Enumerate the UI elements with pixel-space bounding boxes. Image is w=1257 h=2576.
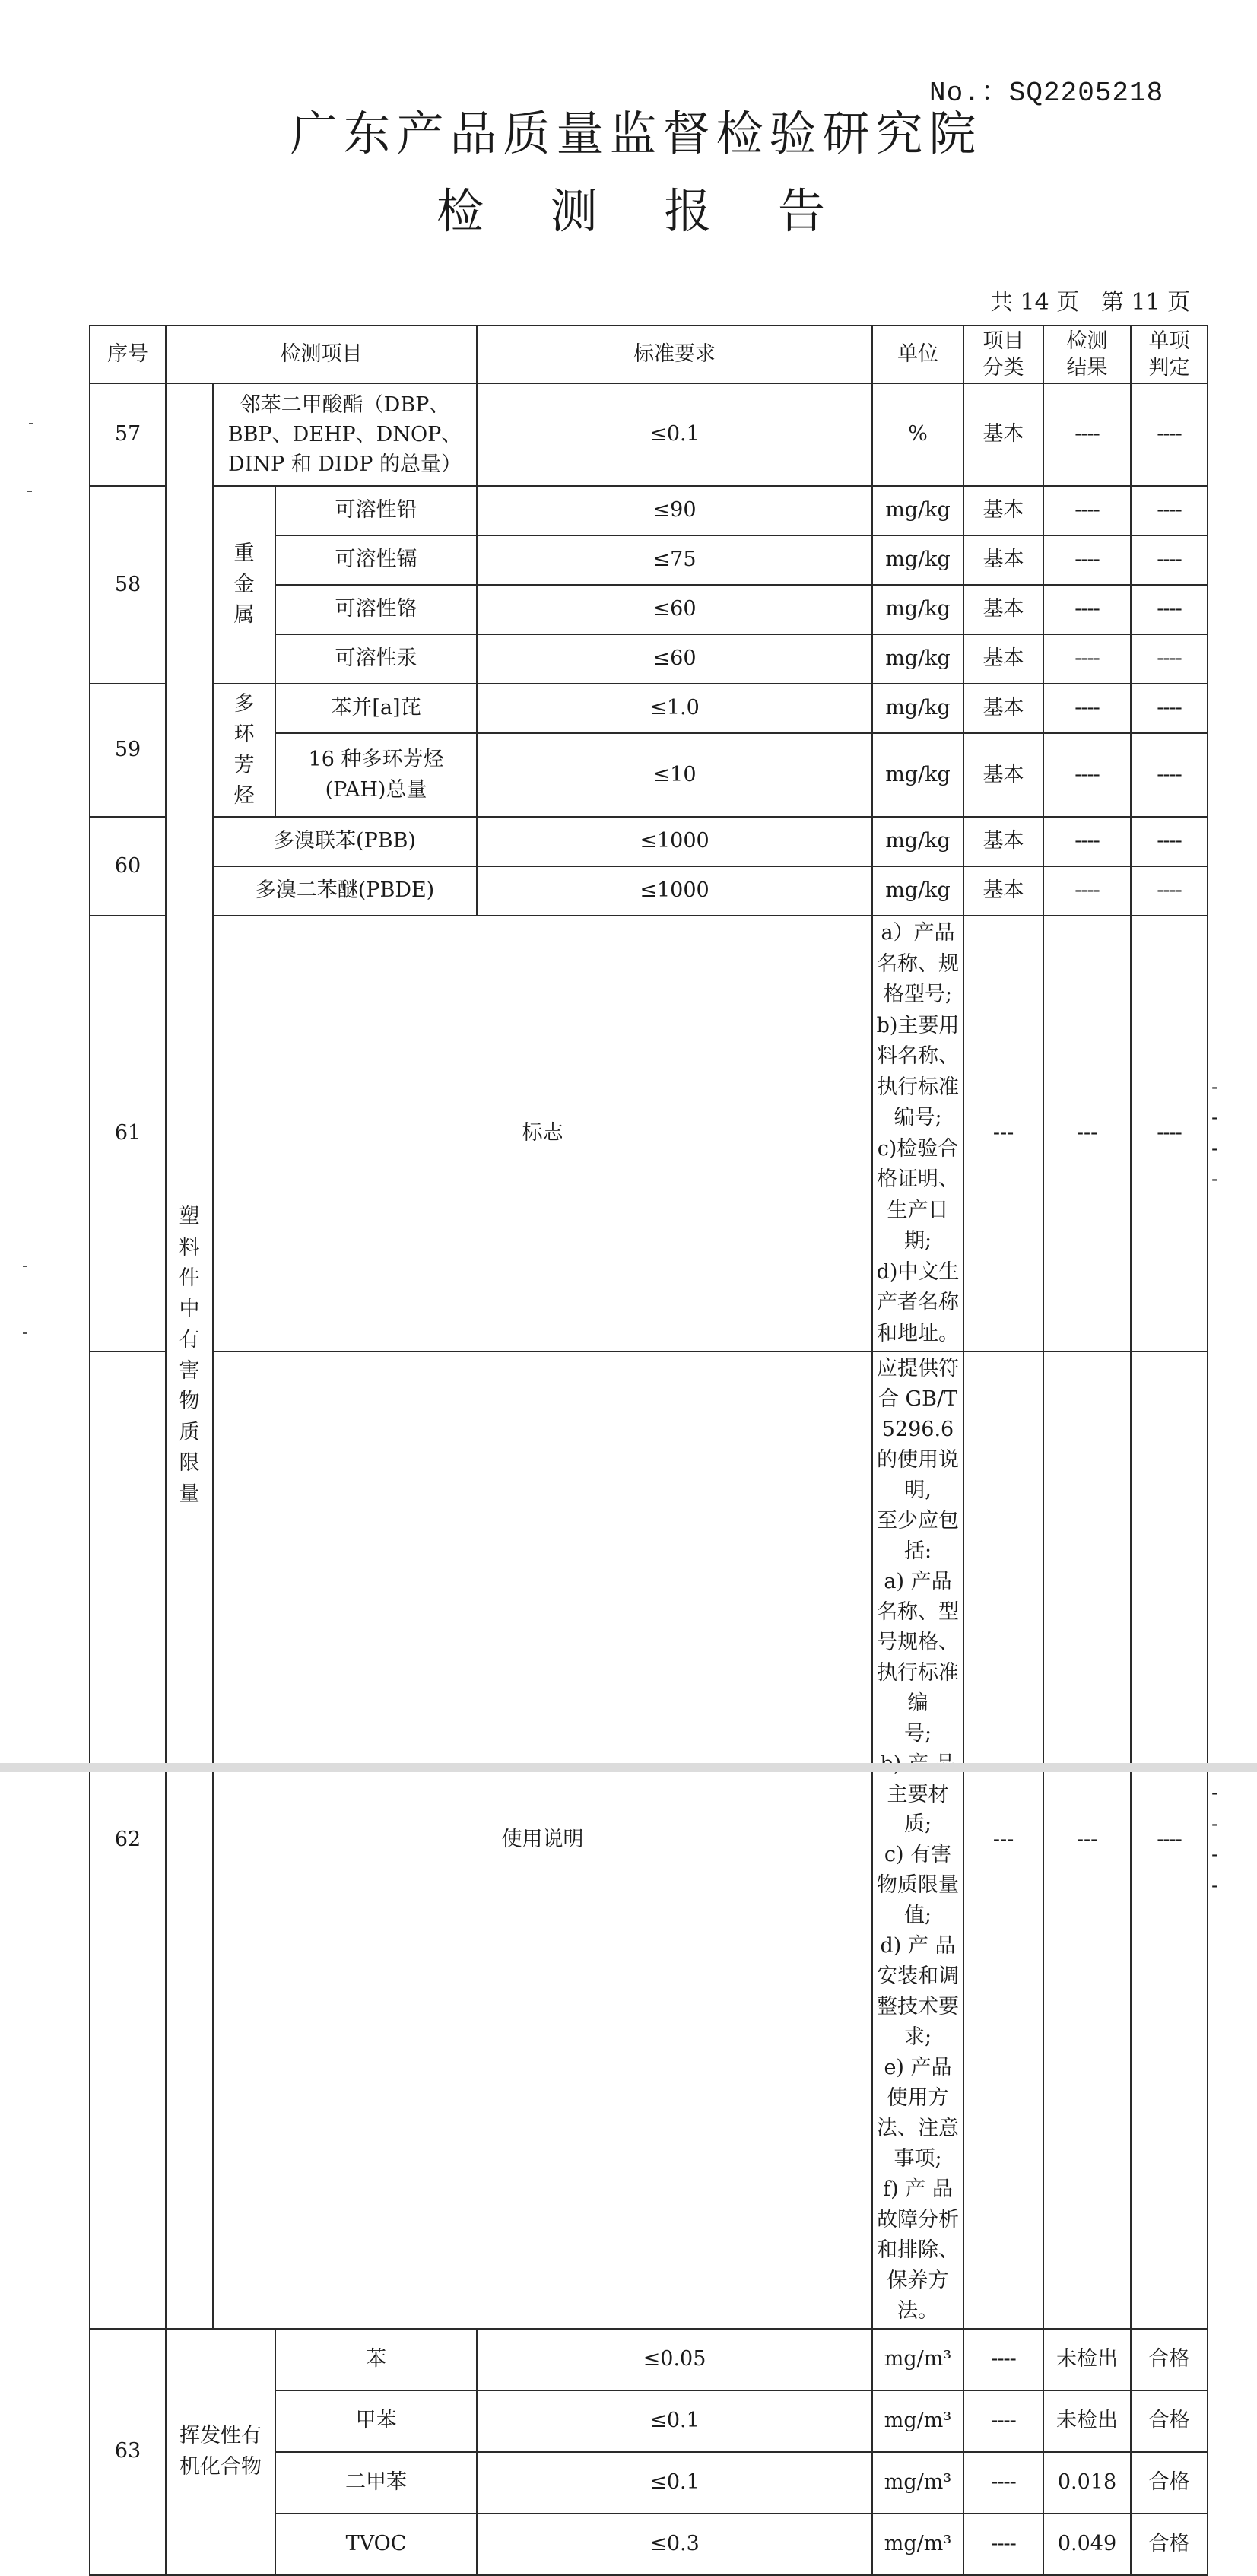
item-cell: 标志 bbox=[213, 916, 872, 1352]
category-cell: 基本 bbox=[963, 486, 1043, 535]
seq-cell: 62 bbox=[90, 1352, 166, 2329]
standard-cell: ≤1000 bbox=[477, 817, 872, 866]
verdict-cell: ---- bbox=[1131, 585, 1208, 634]
header-standard: 标准要求 bbox=[477, 326, 872, 383]
table-row bbox=[90, 2329, 1208, 2390]
institute-name: 广东产品质量监督检验研究院 bbox=[290, 106, 982, 161]
scan-edge bbox=[0, 1763, 1257, 1772]
header-verdict: 单项 判定 bbox=[1131, 326, 1208, 383]
verdict-cell: ---- bbox=[1131, 817, 1208, 866]
seq-cell: 57 bbox=[90, 383, 166, 486]
standard-cell: ≤75 bbox=[477, 535, 872, 585]
standard-cell: ≤90 bbox=[477, 486, 872, 535]
header-unit: 单位 bbox=[872, 326, 963, 383]
table-row bbox=[90, 383, 1208, 486]
result-cell: ---- bbox=[1043, 383, 1131, 486]
item-cell: 使用说明 bbox=[213, 1352, 872, 2329]
seq-cell: 60 bbox=[90, 817, 166, 916]
table-row bbox=[90, 486, 1208, 535]
result-cell: 0.018 bbox=[1043, 2452, 1131, 2514]
standard-cell: ≤60 bbox=[477, 634, 872, 684]
verdict-cell: ---- bbox=[1131, 684, 1208, 733]
unit-cell: mg/kg bbox=[872, 733, 963, 817]
unit-cell: --- bbox=[963, 916, 1043, 1352]
seq-cell: 58 bbox=[90, 486, 166, 684]
header-result: 检测 结果 bbox=[1043, 326, 1131, 383]
table-row: 61 标志 a）产品名称、规格型号; b)主要用料名称、执行标准编号; c)检验合格证明、生产日期; d)中文生产者名称和地址。 --- --- ---- ---- bbox=[90, 916, 1208, 1352]
item-cell: 苯并[a]芘 bbox=[275, 684, 477, 733]
unit-cell: % bbox=[872, 383, 963, 486]
unit-cell: mg/m³ bbox=[872, 2329, 963, 2390]
verdict-cell: ---- bbox=[1131, 634, 1208, 684]
group-heavy-metal: 重 金 属 bbox=[213, 486, 275, 684]
verdict-cell: ---- bbox=[1131, 535, 1208, 585]
category-cell: 基本 bbox=[963, 383, 1043, 486]
result-cell: ---- bbox=[1043, 817, 1131, 866]
standard-cell: ≤10 bbox=[477, 733, 872, 817]
test-results-table bbox=[89, 325, 1218, 2576]
result-cell: 未检出 bbox=[1043, 2390, 1131, 2452]
scan-mark bbox=[23, 1332, 27, 1334]
item-cell: 二甲苯 bbox=[275, 2452, 477, 2514]
item-cell: 苯 bbox=[275, 2329, 477, 2390]
category-cell: 基本 bbox=[963, 585, 1043, 634]
unit-cell: mg/kg bbox=[872, 634, 963, 684]
category-cell: 基本 bbox=[963, 866, 1043, 916]
standard-cell: ≤0.3 bbox=[477, 2514, 872, 2575]
group-plastic-hazard: 塑 料 件 中 有 害 物 质 限 量 bbox=[166, 383, 213, 2329]
header-seq: 序号 bbox=[90, 326, 166, 383]
table-header-row bbox=[90, 326, 1208, 383]
category-cell: ---- bbox=[963, 2452, 1043, 2514]
category-cell: --- bbox=[1043, 916, 1131, 1352]
unit-cell: mg/kg bbox=[872, 535, 963, 585]
item-cell: 可溶性汞 bbox=[275, 634, 477, 684]
scan-mark bbox=[27, 491, 32, 492]
verdict-cell: ---- bbox=[1131, 486, 1208, 535]
group-pah: 多 环 芳 烃 bbox=[213, 684, 275, 817]
standard-cell: ≤1000 bbox=[477, 866, 872, 916]
item-cell: 16 种多环芳烃 (PAH)总量 bbox=[275, 733, 477, 817]
verdict-cell: 合格 bbox=[1131, 2514, 1208, 2575]
table-row bbox=[90, 684, 1208, 733]
verdict-cell: 合格 bbox=[1131, 2452, 1208, 2514]
table-row bbox=[90, 817, 1208, 866]
document-title: 检 测 报 告 bbox=[436, 183, 852, 239]
unit-cell: mg/kg bbox=[872, 866, 963, 916]
standard-cell: ≤1.0 bbox=[477, 684, 872, 733]
result-cell: ---- bbox=[1043, 634, 1131, 684]
category-cell: ---- bbox=[963, 2390, 1043, 2452]
standard-cell: ≤60 bbox=[477, 585, 872, 634]
unit-cell: --- bbox=[963, 1352, 1043, 2329]
standard-cell: a）产品名称、规格型号; b)主要用料名称、执行标准编号; c)检验合格证明、生产日期; d)中文生产者名称和地址。 bbox=[872, 916, 963, 1352]
item-cell: 可溶性铅 bbox=[275, 486, 477, 535]
result-cell: 0.049 bbox=[1043, 2514, 1131, 2575]
result-cell: 未检出 bbox=[1043, 2329, 1131, 2390]
result-cell: ---- bbox=[1043, 486, 1131, 535]
item-cell: TVOC bbox=[275, 2514, 477, 2575]
verdict-cell: ---- bbox=[1131, 733, 1208, 817]
verdict-cell: ---- bbox=[1131, 866, 1208, 916]
category-cell: 基本 bbox=[963, 684, 1043, 733]
verdict-cell: ---- bbox=[1131, 383, 1208, 486]
category-cell: 基本 bbox=[963, 634, 1043, 684]
header-item: 检测项目 bbox=[166, 326, 477, 383]
item-cell: 可溶性铬 bbox=[275, 585, 477, 634]
page-info: 共 14 页 第 11 页 bbox=[990, 289, 1191, 316]
result-cell: ---- bbox=[1043, 733, 1131, 817]
unit-cell: mg/m³ bbox=[872, 2514, 963, 2575]
unit-cell: mg/kg bbox=[872, 486, 963, 535]
table-row bbox=[90, 866, 1208, 916]
category-cell: 基本 bbox=[963, 535, 1043, 585]
item-cell: 甲苯 bbox=[275, 2390, 477, 2452]
standard-cell: 应提供符合 GB/T 5296.6 的使用说明, 至少应包括: a) 产品名称、型号规格、执行标准编 号; 主要材质; c) 有害物质限量值; d) 产 品安装和调整技术要求; e) 产品使用方法、注意事项; f) 产 品故障分析和排除、保养方法。 bbox=[872, 1352, 963, 2329]
seq-cell: 63 bbox=[90, 2329, 166, 2575]
item-cell: 可溶性镉 bbox=[275, 535, 477, 585]
verdict-cell: 合格 bbox=[1131, 2329, 1208, 2390]
scan-mark bbox=[23, 1266, 27, 1267]
category-cell: --- bbox=[1043, 1352, 1131, 2329]
table-row: 62 使用说明 应提供符合 GB/T 5296.6 的使用说明, 至少应包括: a) 产品名称、型号规格、执行标准编 号; 主要材质; c) 有害物质限量值; d) 产 品安装和调整技术要求; e) 产品使用方法、注意事项; f) 产 品故障分析和排除、保养方法。 --- --- ---- ---- bbox=[90, 1352, 1208, 2329]
result-cell: ---- bbox=[1131, 916, 1208, 1352]
header-category: 项目 分类 bbox=[963, 326, 1043, 383]
item-cell: 多溴二苯醚(PBDE) bbox=[213, 866, 477, 916]
scan-mark bbox=[29, 423, 33, 424]
result-cell: ---- bbox=[1043, 684, 1131, 733]
report-number: No.：SQ2205218 bbox=[929, 78, 1164, 109]
category-cell: 基本 bbox=[963, 733, 1043, 817]
category-cell: ---- bbox=[963, 2514, 1043, 2575]
standard-cell: ≤0.1 bbox=[477, 383, 872, 486]
unit-cell: mg/m³ bbox=[872, 2452, 963, 2514]
result-cell: ---- bbox=[1043, 535, 1131, 585]
verdict-cell: 合格 bbox=[1131, 2390, 1208, 2452]
unit-cell: mg/kg bbox=[872, 684, 963, 733]
category-cell: ---- bbox=[963, 2329, 1043, 2390]
standard-cell: ≤0.1 bbox=[477, 2390, 872, 2452]
standard-cell: ≤0.05 bbox=[477, 2329, 872, 2390]
seq-cell: 59 bbox=[90, 684, 166, 817]
result-cell: ---- bbox=[1131, 1352, 1208, 2329]
standard-cell: ≤0.1 bbox=[477, 2452, 872, 2514]
item-cell: 邻苯二甲酸酯（DBP、 BBP、DEHP、DNOP、 DINP 和 DIDP 的总量） bbox=[213, 383, 477, 486]
item-cell: 多溴联苯(PBB) bbox=[213, 817, 477, 866]
category-cell: 基本 bbox=[963, 817, 1043, 866]
group-voc: 挥发性有 机化合物 bbox=[166, 2329, 275, 2575]
unit-cell: mg/m³ bbox=[872, 2390, 963, 2452]
result-cell: ---- bbox=[1043, 866, 1131, 916]
seq-cell: 61 bbox=[90, 916, 166, 1352]
unit-cell: mg/kg bbox=[872, 585, 963, 634]
result-cell: ---- bbox=[1043, 585, 1131, 634]
unit-cell: mg/kg bbox=[872, 817, 963, 866]
